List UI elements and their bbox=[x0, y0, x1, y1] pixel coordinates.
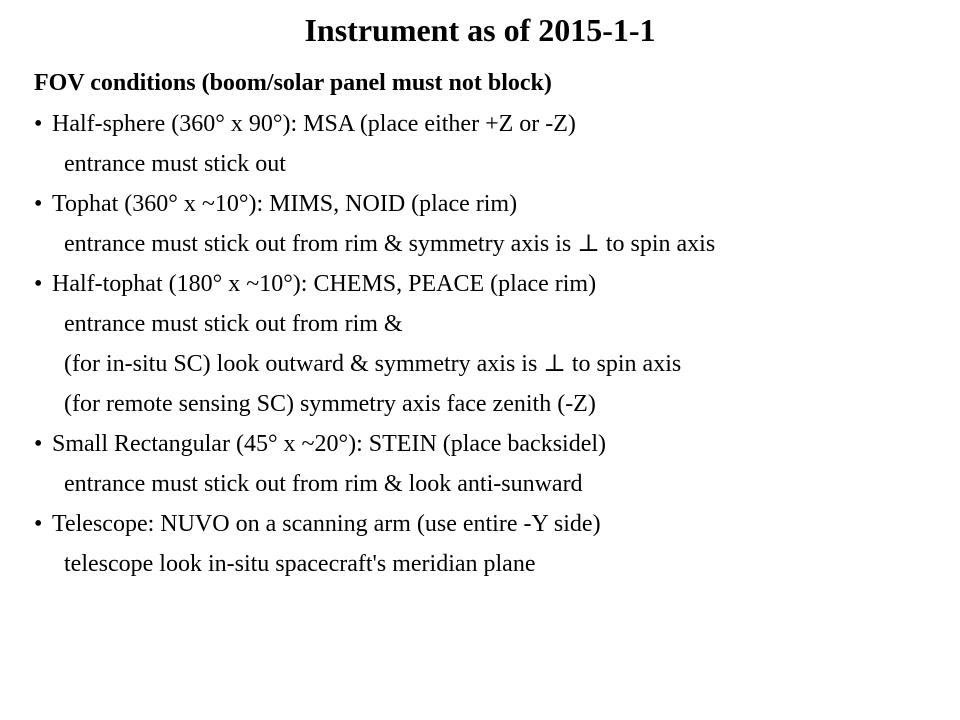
sub-item bbox=[34, 544, 944, 584]
bullet-marker: • bbox=[34, 111, 43, 137]
sub-item bbox=[34, 304, 944, 344]
item-text: entrance must stick out from rim & bbox=[64, 311, 403, 337]
bullet-item bbox=[34, 184, 944, 224]
item-text: telescope look in-situ spacecraft's meridian plane bbox=[64, 551, 536, 577]
item-text: Half-tophat (180° x ~10°): CHEMS, PEACE (place rim) bbox=[52, 271, 597, 297]
bullet-marker: • bbox=[34, 271, 43, 297]
item-text: Tophat (360° x ~10°): MIMS, NOID (place rim) bbox=[52, 191, 518, 217]
bullet-item bbox=[34, 504, 944, 544]
sub-item bbox=[34, 384, 944, 424]
item-text: entrance must stick out from rim & look anti-sunward bbox=[64, 471, 583, 497]
sub-item bbox=[34, 144, 944, 184]
bullet-marker: • bbox=[34, 511, 43, 537]
content-list bbox=[34, 104, 944, 584]
item-text: entrance must stick out from rim & symmetry axis is ⊥ to spin axis bbox=[64, 231, 716, 257]
item-text: Telescope: NUVO on a scanning arm (use entire -Y side) bbox=[52, 511, 601, 537]
item-text: entrance must stick out bbox=[64, 151, 286, 177]
item-text: (for remote sensing SC) symmetry axis face zenith (-Z) bbox=[64, 391, 596, 417]
sub-item bbox=[34, 224, 944, 264]
item-text: (for in-situ SC) look outward & symmetry axis is ⊥ to spin axis bbox=[64, 351, 682, 377]
bullet-marker: • bbox=[34, 191, 43, 217]
item-text: Half-sphere (360° x 90°): MSA (place either +Z or -Z) bbox=[52, 111, 576, 137]
bullet-item bbox=[34, 104, 944, 144]
bullet-item bbox=[34, 424, 944, 464]
item-text: Small Rectangular (45° x ~20°): STEIN (place backsidel) bbox=[52, 431, 607, 457]
section-heading: FOV conditions (boom/solar panel must not block) bbox=[34, 70, 552, 96]
sub-item bbox=[34, 344, 944, 384]
sub-item bbox=[34, 464, 944, 504]
bullet-item bbox=[34, 264, 944, 304]
slide-title: Instrument as of 2015-1-1 bbox=[304, 12, 656, 48]
bullet-marker: • bbox=[34, 431, 43, 457]
